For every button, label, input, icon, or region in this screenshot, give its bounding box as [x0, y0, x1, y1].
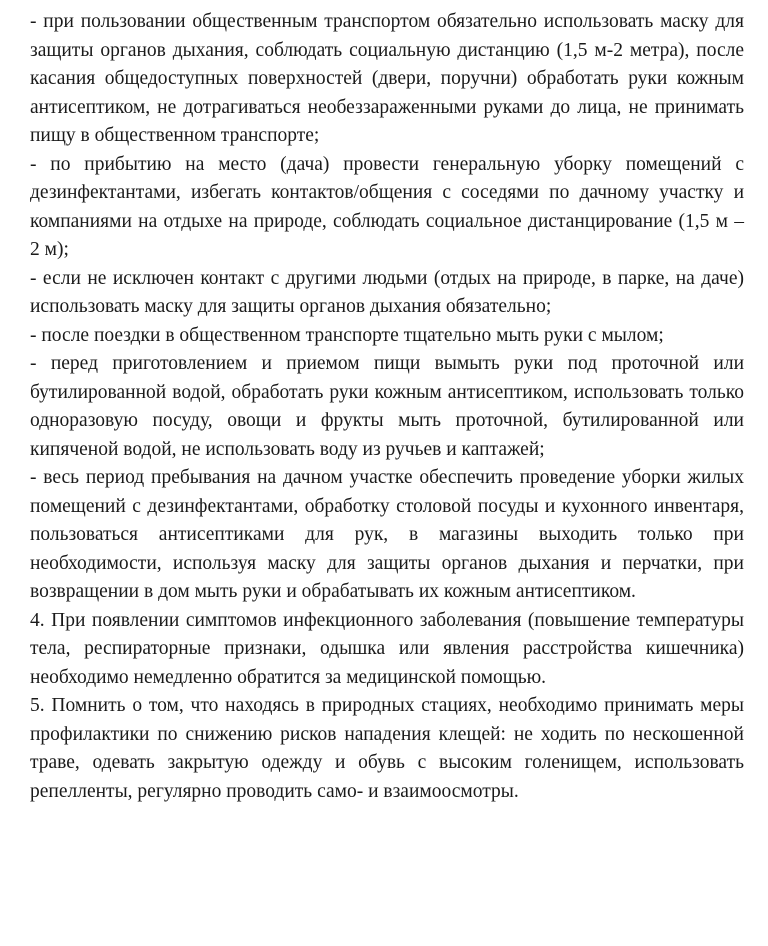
paragraph-hand-washing: - после поездки в общественном транспорте тщательно мыть руки с мылом; — [30, 324, 664, 346]
paragraph-item-5-ticks: 5. Помнить о том, что находясь в природных стациях, необходимо принимать меры профилактики по снижению рисков нападения клещей: не ходить по нескошенной траве, одевать закрытую одежду и обувь с высоким голенищем, использовать репелленты, регулярно проводить само- и взаимоосмотры. — [30, 695, 744, 802]
paragraph-food-preparation: - перед приготовлением и приемом пищи вымыть руки под проточной или бутилированной водой, обработать руки кожным антисептиком, использовать только одноразовую посуду, овощи и фрукты мыть проточной, бутилированной или кипяченой водой, не использовать воду из ручьев и каптажей; — [30, 353, 744, 460]
paragraph-mask-contact: - если не исключен контакт с другими людьми (отдых на природе, в парке, на даче) использовать маску для защиты органов дыхания обязательно; — [30, 267, 744, 317]
paragraph-stay-period: - весь период пребывания на дачном участке обеспечить проведение уборки жилых помещений с дезинфектантами, обработку столовой посуды и кухонного инвентаря, пользоваться антисептиками для рук, в магазины выходить только при необходимости, используя маску для защиты органов дыхания и перчатки, при возвращении в дом мыть руки и обрабатывать их кожным антисептиком. — [30, 467, 744, 602]
paragraph-public-transport: - при пользовании общественным транспортом обязательно использовать маску для защиты органов дыхания, соблюдать социальную дистанцию (1,5 м-2 метра), после касания общедоступных поверхностей (двери, поручни) обработать руки кожным антисептиком, не дотрагиваться необеззараженными руками до лица, не принимать пищу в общественном транспорте; — [30, 11, 744, 146]
paragraph-item-4-symptoms: 4. При появлении симптомов инфекционного заболевания (повышение температуры тела, респираторные признаки, одышка или явления расстройства кишечника) необходимо немедленно обратится за медицинской помощью. — [30, 609, 744, 688]
paragraph-dacha-cleaning: - по прибытию на место (дача) провести генеральную уборку помещений с дезинфектантами, избегать контактов/общения с соседями по дачному участку и компаниями на отдыхе на природе, соблюдать социальное дистанцирование (1,5 м – 2 м); — [30, 153, 744, 260]
